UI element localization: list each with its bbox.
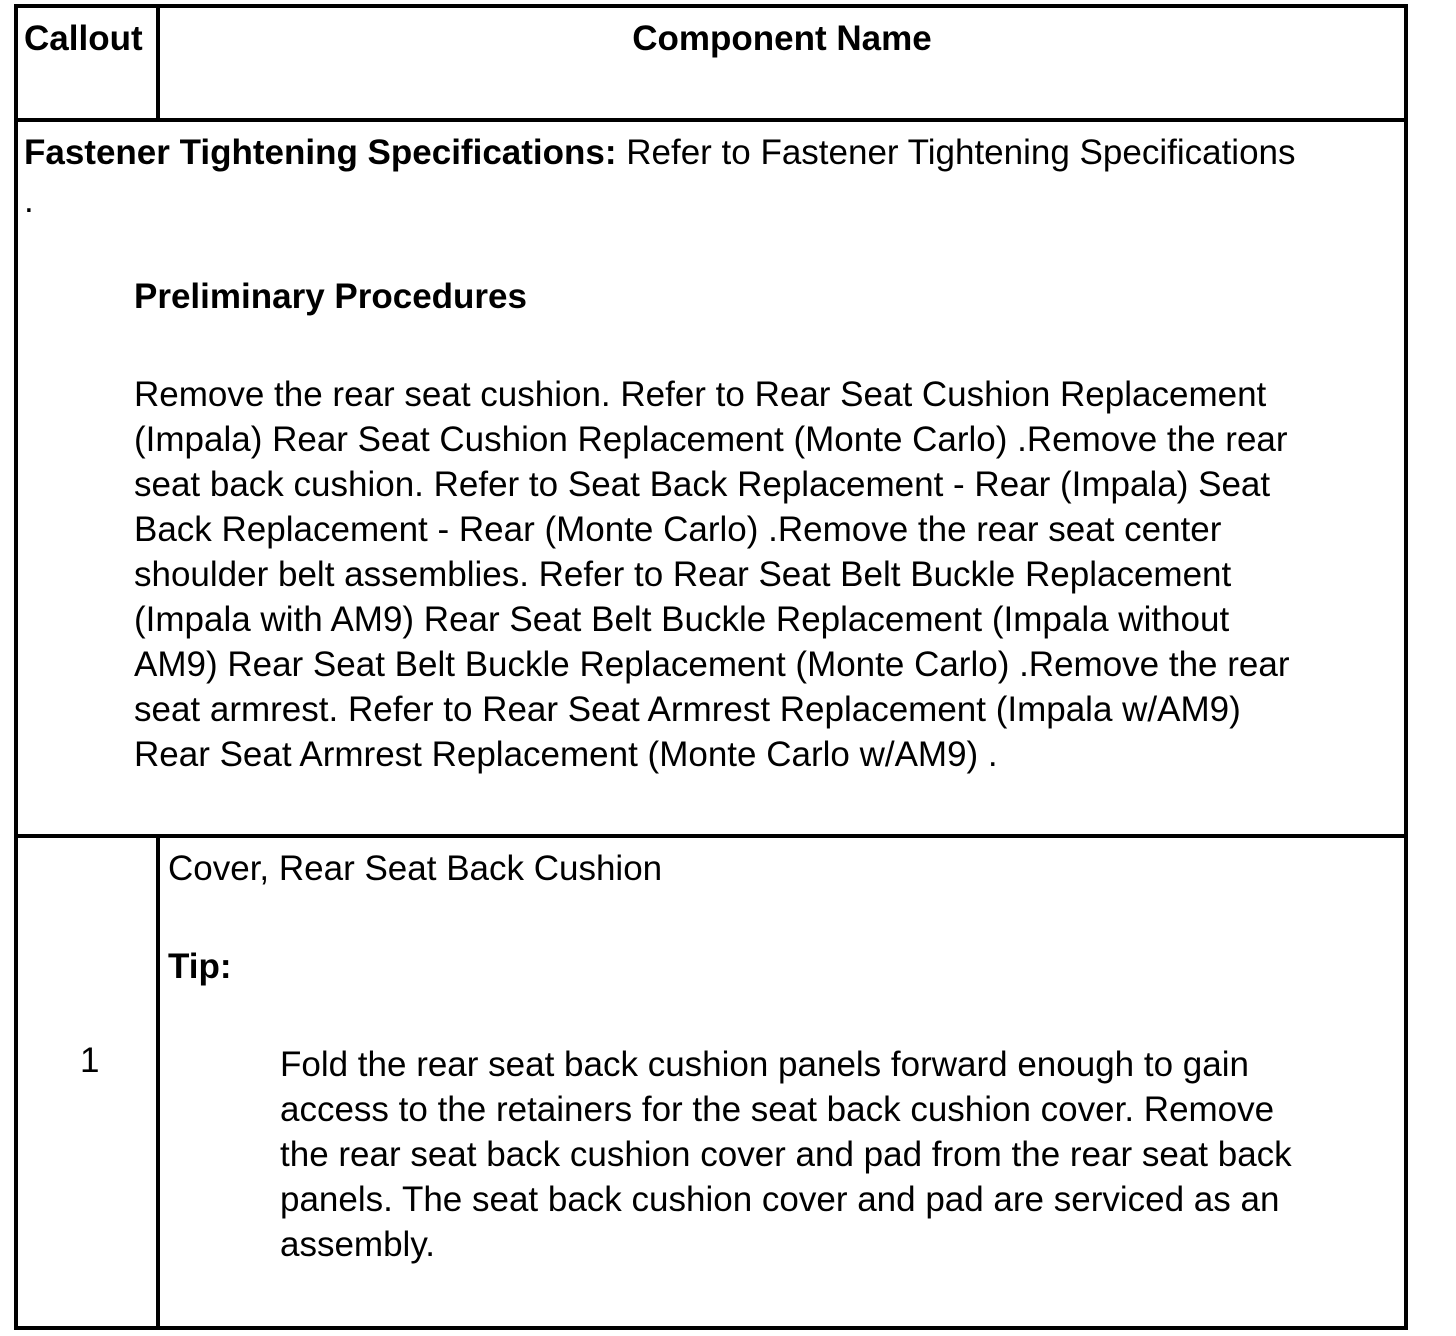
tip-line: panels. The seat back cushion cover and pad are serviced as an	[280, 1180, 1280, 1219]
header-bottom-divider	[18, 118, 1404, 122]
component-name: Cover, Rear Seat Back Cushion	[168, 849, 663, 888]
tip-label: Tip:	[168, 947, 232, 986]
row-column-divider	[156, 834, 160, 1326]
fastener-specs-text: Refer to Fastener Tightening Specifications	[616, 133, 1296, 172]
fastener-specs-trailing: .	[24, 181, 34, 220]
preliminary-line: (Impala) Rear Seat Cushion Replacement (Monte Carlo) .Remove the rear	[134, 420, 1288, 459]
callout-column-header: Callout	[24, 19, 143, 58]
procedure-table	[14, 4, 1408, 1330]
fastener-specs-line	[24, 130, 1296, 175]
tip-text	[280, 1042, 1292, 1267]
callout-number: 1	[80, 1041, 100, 1080]
preliminary-line: Back Replacement - Rear (Monte Carlo) .Remove the rear seat center	[134, 510, 1222, 549]
tip-line: access to the retainers for the seat back cushion cover. Remove	[280, 1090, 1275, 1129]
preliminary-procedures-text	[134, 372, 1289, 777]
preliminary-line: (Impala with AM9) Rear Seat Belt Buckle Replacement (Impala without	[134, 600, 1230, 639]
preliminary-procedures-heading: Preliminary Procedures	[134, 277, 527, 316]
preliminary-line: seat armrest. Refer to Rear Seat Armrest Replacement (Impala w/AM9)	[134, 690, 1241, 729]
component-name-column-header: Component Name	[632, 19, 932, 58]
preliminary-line: AM9) Rear Seat Belt Buckle Replacement (Monte Carlo) .Remove the rear	[134, 645, 1290, 684]
fastener-specs-label: Fastener Tightening Specifications:	[24, 133, 617, 172]
preliminary-line: Remove the rear seat cushion. Refer to Rear Seat Cushion Replacement	[134, 375, 1267, 414]
procedures-bottom-divider	[18, 834, 1404, 838]
preliminary-line: Rear Seat Armrest Replacement (Monte Carlo w/AM9) .	[134, 735, 998, 774]
preliminary-line: seat back cushion. Refer to Seat Back Replacement - Rear (Impala) Seat	[134, 465, 1271, 504]
preliminary-line: shoulder belt assemblies. Refer to Rear Seat Belt Buckle Replacement	[134, 555, 1232, 594]
tip-line: Fold the rear seat back cushion panels forward enough to gain	[280, 1045, 1249, 1084]
tip-line: the rear seat back cushion cover and pad from the rear seat back	[280, 1135, 1292, 1174]
tip-line: assembly.	[280, 1225, 435, 1264]
